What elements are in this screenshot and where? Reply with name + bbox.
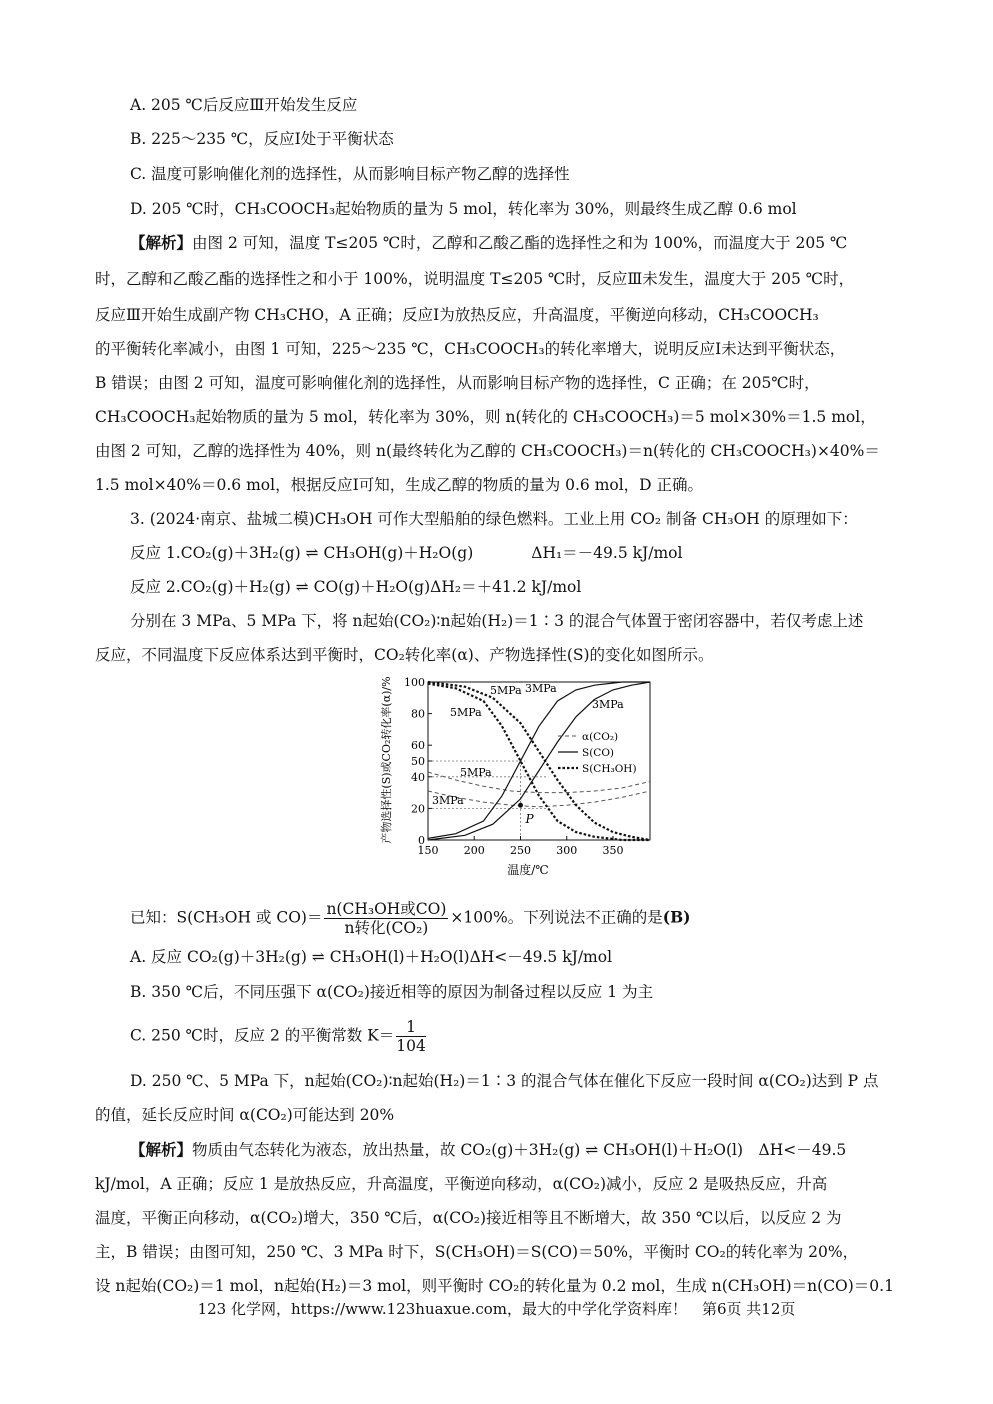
legend-label: S(CO) — [582, 747, 615, 759]
q3-description: 分别在 3 MPa、5 MPa 下，将 n起始(CO₂)∶n起始(H₂)＝1∶3 的混合气体置于密闭容器中，若仅考虑上述 — [130, 612, 864, 630]
co2-conversion-chart — [370, 672, 670, 882]
y-tick-label: 50 — [411, 755, 425, 768]
fraction-denominator: n转化(CO₂) — [344, 919, 429, 937]
analysis-label: 【解析】 — [130, 233, 193, 252]
known-prefix: 已知：S(CH₃OH 或 CO)＝ — [130, 908, 323, 927]
point-p-label: P — [525, 812, 534, 827]
y-tick-label: 60 — [411, 739, 425, 753]
curve-label: 3MPa — [525, 682, 557, 695]
q3-option-a: A. 反应 CO₂(g)＋3H₂(g) ⇌ CH₃OH(l)＋H₂O(l)ΔH<－49.5 kJ/mol — [130, 948, 613, 966]
fraction-numerator: n(CH₃OH或CO) — [326, 900, 447, 918]
q2-option-d: D. 205 ℃时，CH₃COOCH₃起始物质的量为 5 mol，转化率为 30%，则最终生成乙醇 0.6 mol — [130, 200, 797, 218]
q2-analysis-line — [130, 232, 950, 254]
q2-option-b: B. 225～235 ℃，反应Ⅰ处于平衡状态 — [130, 130, 394, 148]
reaction-1-enthalpy: ΔH₁＝－49.5 kJ/mol — [531, 544, 683, 562]
q3-stem: 3. (2024·南京、盐城二模)CH₃OH 可作大型船舶的绿色燃料。工业上用 CO₂ 制备 CH₃OH 的原理如下： — [130, 510, 858, 528]
analysis-label: 【解析】 — [130, 1140, 193, 1159]
q2-option-c: C. 温度可影响催化剂的选择性，从而影响目标产物乙醇的选择性 — [130, 165, 570, 183]
q2-option-a: A. 205 ℃后反应Ⅲ开始发生反应 — [130, 96, 358, 114]
fraction-denominator: 104 — [396, 1037, 426, 1055]
x-tick-label: 300 — [556, 844, 578, 857]
q2-analysis-line: B 错误；由图 2 可知，温度可影响催化剂的选择性，从而影响目标产物的选择性，C 正确；在 205℃时， — [95, 374, 820, 392]
q2-analysis-line: CH₃COOCH₃起始物质的量为 5 mol，转化率为 30%，则 n(转化的 CH₃COOCH₃)＝5 mol×30%＝1.5 mol， — [95, 408, 876, 426]
q3-analysis-line: 温度，平衡正向移动，α(CO₂)增大，350 ℃后，α(CO₂)接近相等且不断增大，故 350 ℃以后，以反应 2 为 — [95, 1209, 842, 1227]
curve-label: 5MPa — [460, 766, 492, 779]
x-tick-label: 200 — [463, 844, 485, 857]
curve-label: 5MPa — [490, 684, 522, 697]
curve-label: 5MPa — [450, 706, 482, 719]
answer: (B) — [662, 907, 691, 927]
q3-analysis-line: kJ/mol，A 正确；反应 1 是放热反应，升高温度，平衡逆向移动，α(CO₂)减小，反应 2 是吸热反应，升高 — [95, 1175, 828, 1193]
legend-label: α(CO₂) — [582, 731, 619, 743]
y-tick-label: 0 — [418, 834, 425, 847]
q2-analysis-line: 的平衡转化率减小，由图 1 可知，225～235 ℃，CH₃COOCH₃的转化率增大，说明反应Ⅰ未达到平衡状态， — [95, 340, 846, 358]
x-axis-label: 温度/℃ — [507, 863, 549, 877]
q2-analysis-line: 时，乙醇和乙酸乙酯的选择性之和小于 100%，说明温度 T≤205 ℃时，反应Ⅲ未发生，温度大于 205 ℃时， — [95, 270, 855, 288]
q3-reaction-2: 反应 2.CO₂(g)＋H₂(g) ⇌ CO(g)＋H₂O(g)ΔH₂＝＋41.2 kJ/mol — [130, 578, 582, 596]
q3-option-c — [130, 1018, 950, 1055]
reaction-1-equation: 反应 1.CO₂(g)＋3H₂(g) ⇌ CH₃OH(g)＋H₂O(g) — [130, 544, 474, 562]
analysis-text: 物质由气态转化为液态，放出热量，故 CO₂(g)＋3H₂(g) ⇌ CH₃OH(l)＋H₂O(l) ΔH<－49.5 — [192, 1141, 847, 1159]
y-tick-label: 40 — [411, 770, 425, 784]
page-footer: 123 化学网，https://www.123huaxue.com，最大的中学化学资料库！ 第6页 共12页 — [197, 1300, 796, 1318]
curve-label: 3MPa — [592, 698, 624, 711]
known-suffix: ×100%。下列说法不正确的是 — [450, 908, 663, 927]
q2-analysis-line: 反应Ⅲ开始生成副产物 CH₃CHO，A 正确；反应Ⅰ为放热反应，升高温度，平衡逆向移动，CH₃COOCH₃ — [95, 306, 819, 324]
q3-analysis-line: 设 n起始(CO₂)＝1 mol，n起始(H₂)＝3 mol，则平衡时 CO₂的转化量为 0.2 mol，生成 n(CH₃OH)＝n(CO)＝0.1 — [95, 1277, 894, 1295]
q3-analysis-line: 主，B 错误；由图可知，250 ℃、3 MPa 时下，S(CH₃OH)＝S(CO)＝50%，平衡时 CO₂的转化率为 20%， — [95, 1243, 859, 1261]
y-tick-label: 80 — [411, 707, 425, 721]
legend-label: S(CH₃OH) — [582, 763, 637, 775]
x-tick-label: 250 — [510, 844, 531, 857]
q2-analysis-line: 由图 2 可知，乙醇的选择性为 40%，则 n(最终转化为乙醇的 CH₃COOCH₃)＝n(转化的 CH₃COOCH₃)×40%＝ — [95, 442, 880, 460]
curve-label: 3MPa — [432, 794, 464, 807]
y-axis-label: 产物选择性(S)或CO₂转化率(α)/% — [380, 676, 393, 844]
x-tick-label: 350 — [602, 844, 624, 857]
q3-known — [130, 900, 950, 937]
q3-reaction-1 — [130, 542, 950, 564]
legend — [558, 731, 637, 775]
y-tick-label: 20 — [411, 802, 425, 816]
q3-description: 反应，不同温度下反应体系达到平衡时，CO₂转化率(α)、产物选择性(S)的变化如图所示。 — [95, 646, 714, 664]
q2-analysis-line: 1.5 mol×40%＝0.6 mol，根据反应Ⅰ可知，生成乙醇的物质的量为 0.6 mol，D 正确。 — [95, 476, 704, 494]
option-c-text: C. 250 ℃时，反应 2 的平衡常数 K＝ — [130, 1026, 395, 1045]
q3-option-d: D. 250 ℃、5 MPa 下，n起始(CO₂)∶n起始(H₂)＝1∶3 的混合气体在催化下反应一段时间 α(CO₂)达到 P 点 — [130, 1072, 879, 1090]
q3-analysis-line — [130, 1139, 950, 1161]
point-p — [518, 803, 523, 808]
q3-option-b: B. 350 ℃后，不同压强下 α(CO₂)接近相等的原因为制备过程以反应 1 为主 — [130, 983, 654, 1001]
fraction-numerator: 1 — [396, 1018, 426, 1037]
q3-option-d-cont: 的值，延长反应时间 α(CO₂)可能达到 20% — [95, 1106, 395, 1124]
analysis-text: 由图 2 可知，温度 T≤205 ℃时，乙醇和乙酸乙酯的选择性之和为 100%，而温度大于 205 ℃ — [192, 234, 848, 252]
selectivity-fraction — [324, 900, 448, 937]
y-tick-label: 100 — [404, 676, 425, 689]
x-tick-label: 150 — [417, 844, 439, 857]
option-c-fraction — [396, 1018, 426, 1055]
